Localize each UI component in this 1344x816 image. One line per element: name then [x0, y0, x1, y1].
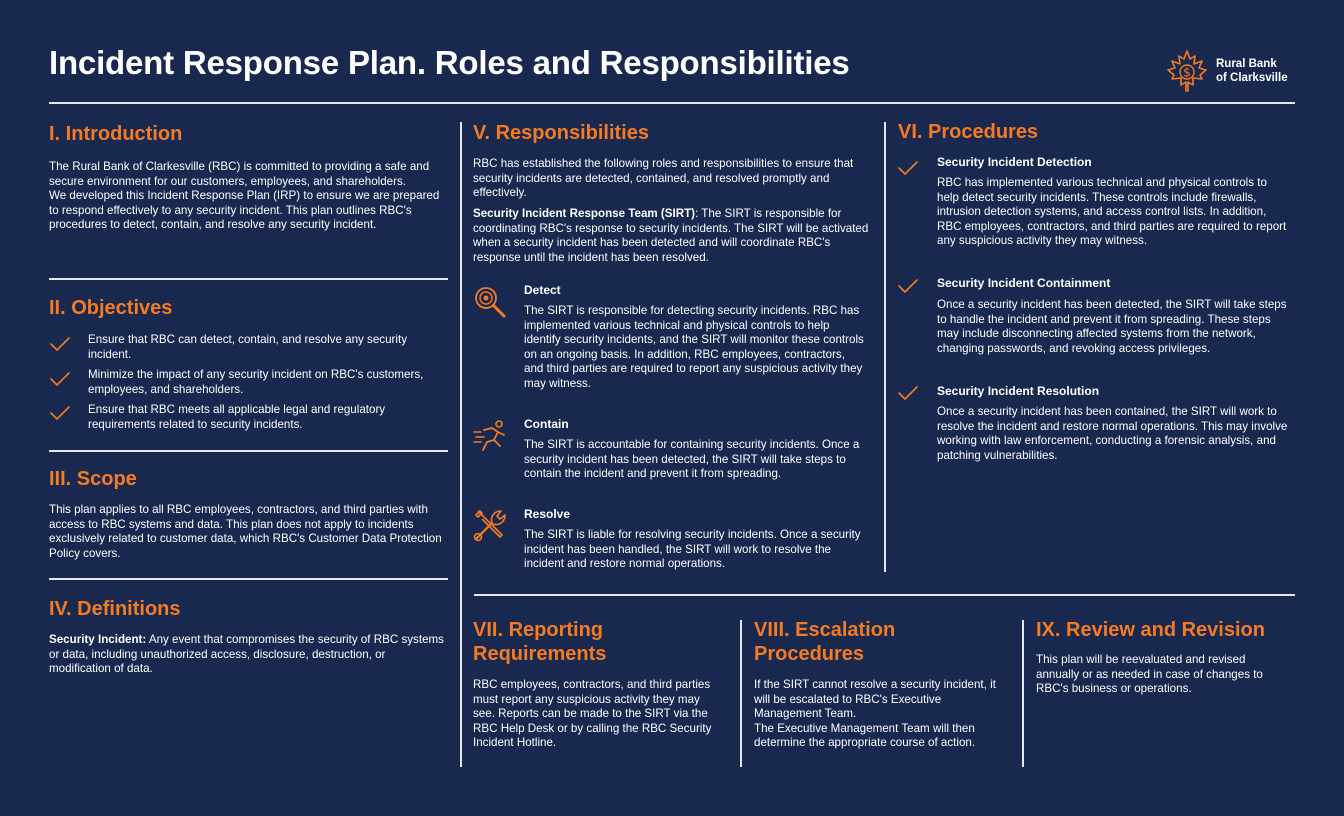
procedure-resolution-title: Security Incident Resolution: [937, 384, 1100, 398]
column-divider: [1022, 620, 1024, 767]
detect-title: Detect: [524, 283, 561, 297]
sirt-text: : The SIRT is responsible for coordinating RBC's response to security incidents. The SIRT will be activated when a security incident has been detected and will coordinate RBC's response until the incident has been resolved.: [473, 207, 869, 264]
responsibilities-intro: RBC has established the following roles and responsibilities to ensure that security incidents are detected, contained, and resolved promptly and effectively.: [473, 157, 854, 200]
resolve-text: The SIRT is liable for resolving security incidents. Once a security incident has been handled, the SIRT will work to resolve the incident and restore normal operations.: [524, 528, 861, 571]
svg-text:$: $: [1183, 65, 1191, 80]
procedure-containment-title: Security Incident Containment: [937, 276, 1111, 290]
magnifier-icon: [472, 284, 508, 320]
section-divider: [49, 450, 448, 452]
definition-term: Security Incident:: [49, 633, 147, 646]
bank-logo: [1164, 48, 1288, 94]
definitions-heading: IV. Definitions: [49, 598, 181, 620]
introduction-heading: I. Introduction: [49, 123, 183, 145]
objective-item-3: Ensure that RBC meets all applicable legal and regulatory requirements related to security incidents.: [88, 403, 386, 431]
introduction-paragraph-2: We developed this Incident Response Plan (IRP) to ensure we are prepared to respond effectively to any security incident. This plan outlines RBC's procedures to detect, contain, and resolve any security incident.: [49, 189, 440, 232]
escalation-heading: [754, 618, 895, 666]
review-heading: IX. Review and Revision: [1036, 619, 1265, 641]
running-person-icon: [472, 418, 508, 454]
reporting-heading-line-2: Requirements: [473, 643, 607, 665]
sirt-term: Security Incident Response Team (SIRT): [473, 207, 696, 220]
check-icon: [49, 405, 71, 421]
detect-text: The SIRT is responsible for detecting security incidents. RBC has implemented various technical and physical controls to help identify security incidents, and the SIRT will monitor these controls on an ongoing basis. In addition, RBC employees, contractors, and third parties are required to report any suspicious activity they may witness.: [524, 304, 864, 390]
maple-leaf-dollar-icon: [1164, 48, 1210, 94]
responsibilities-heading: V. Responsibilities: [473, 122, 649, 144]
procedure-containment-text: Once a security incident has been detected, the SIRT will take steps to handle the incident and prevent it from spreading. These steps may include disconnecting affected systems from the network, changing passwords, and revoking access privileges.: [937, 298, 1287, 355]
escalation-paragraph-1: If the SIRT cannot resolve a security incident, it will be escalated to RBC's Executive Management Team.: [754, 678, 996, 721]
contain-text: The SIRT is accountable for containing security incidents. Once a security incident has been detected, the SIRT will take steps to contain the incident and prevent it from spreading.: [524, 438, 860, 481]
definition-text: Any event that compromises the security of RBC systems or data, including unauthorized access, disclosure, destruction, or modification of data.: [49, 633, 444, 676]
introduction-paragraph-1: The Rural Bank of Clarkesville (RBC) is committed to providing a safe and secure environment for our customers, employees, and shareholders.: [49, 160, 430, 188]
column-divider: [884, 122, 886, 572]
reporting-heading-line-1: VII. Reporting: [473, 619, 603, 641]
introduction-text: [49, 160, 444, 233]
scope-heading: III. Scope: [49, 468, 137, 490]
procedure-detection-text: RBC has implemented various technical and physical controls to help detect security incidents. These controls include firewalls, intrusion detection systems, and access control lists. In addition, RBC employees, contractors, and third parties are required to report any suspicious activity they may witness.: [937, 176, 1287, 248]
check-icon: [49, 371, 71, 387]
section-divider: [49, 278, 448, 280]
procedure-resolution-text: Once a security incident has been contained, the SIRT will work to resolve the incident and restore normal operations. This may involve working with law enforcement, conducting a forensic analysis, and patching vulnerabilities.: [937, 405, 1288, 462]
objective-item-1: Ensure that RBC can detect, contain, and resolve any security incident.: [88, 333, 407, 361]
reporting-heading: [473, 618, 606, 666]
objective-item-2: Minimize the impact of any security incident on RBC's customers, employees, and shareholders.: [88, 368, 424, 396]
header-divider: [49, 102, 1295, 104]
tools-icon: [472, 507, 508, 543]
page-title: Incident Response Plan. Roles and Responsibilities: [49, 44, 850, 81]
definitions-text: [49, 633, 444, 677]
section-divider: [474, 594, 1295, 596]
logo-line-1: Rural Bank: [1216, 58, 1277, 70]
column-divider: [460, 122, 462, 767]
sirt-description: [473, 207, 873, 265]
check-icon: [897, 385, 919, 401]
check-icon: [897, 160, 919, 176]
contain-title: Contain: [524, 417, 569, 431]
logo-line-2: of Clarksville: [1216, 72, 1288, 84]
escalation-heading-line-1: VIII. Escalation: [754, 619, 896, 641]
procedures-heading: VI. Procedures: [898, 121, 1039, 143]
escalation-heading-line-2: Procedures: [754, 643, 865, 665]
escalation-paragraph-2: The Executive Management Team will then determine the appropriate course of action.: [754, 721, 976, 750]
check-icon: [49, 336, 71, 352]
escalation-text: [754, 678, 1009, 751]
scope-text: This plan applies to all RBC employees, contractors, and third parties with access to RBC systems and data. This plan does not apply to incidents exclusively related to customer data, which RBC's Customer Data Protection Policy covers.: [49, 503, 442, 560]
resolve-title: Resolve: [524, 507, 571, 521]
review-text: This plan will be reevaluated and revised annually or as needed in case of changes to RBC's business or operations.: [1036, 653, 1263, 696]
check-icon: [897, 278, 919, 294]
procedure-detection-title: Security Incident Detection: [937, 155, 1092, 169]
column-divider: [740, 620, 742, 767]
section-divider: [49, 578, 448, 580]
reporting-text: RBC employees, contractors, and third parties must report any suspicious activity they may see. Reports can be made to the SIRT via the RBC Help Desk or by calling the RBC Security Incident Hotline.: [473, 678, 712, 750]
objectives-heading: II. Objectives: [49, 297, 173, 319]
